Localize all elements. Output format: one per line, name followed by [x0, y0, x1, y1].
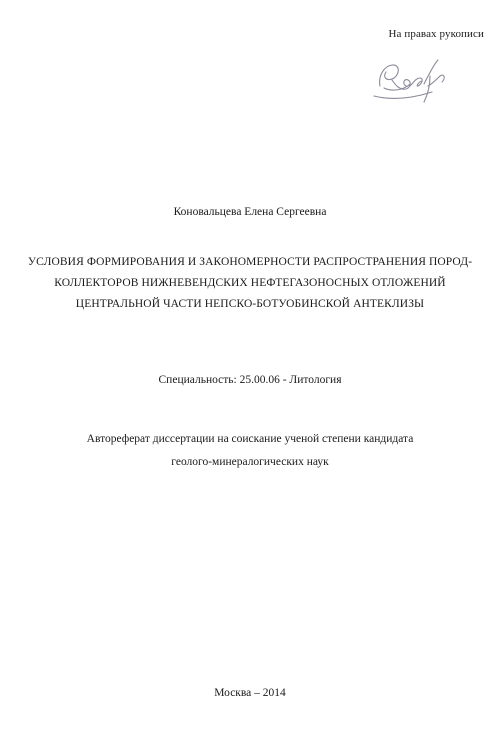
abstract-line: геолого-минералогических наук: [171, 456, 329, 468]
title-line: КОЛЛЕКТОРОВ НИЖНЕВЕНДСКИХ НЕФТЕГАЗОНОСНЫХ ОТЛОЖЕНИЙ: [54, 277, 446, 289]
specialty: Специальность: 25.00.06 - Литология: [158, 374, 342, 386]
abstract-line: Автореферат диссертации на соискание ученой степени кандидата: [86, 433, 414, 445]
title-line: ЦЕНТРАЛЬНОЙ ЧАСТИ НЕПСКО-БОТУОБИНСКОЙ АНТЕКЛИЗЫ: [75, 298, 425, 310]
rights-note: На правах рукописи: [388, 28, 484, 40]
title-line: УСЛОВИЯ ФОРМИРОВАНИЯ И ЗАКОНОМЕРНОСТИ РАСПРОСТРАНЕНИЯ ПОРОД-: [27, 256, 473, 268]
city-year: Москва – 2014: [214, 687, 286, 699]
handwritten-signature-icon: [370, 56, 456, 106]
author-name: Коновальцева Елена Сергеевна: [173, 206, 327, 218]
dissertation-title: [10, 252, 490, 315]
abstract-description: [0, 428, 500, 474]
